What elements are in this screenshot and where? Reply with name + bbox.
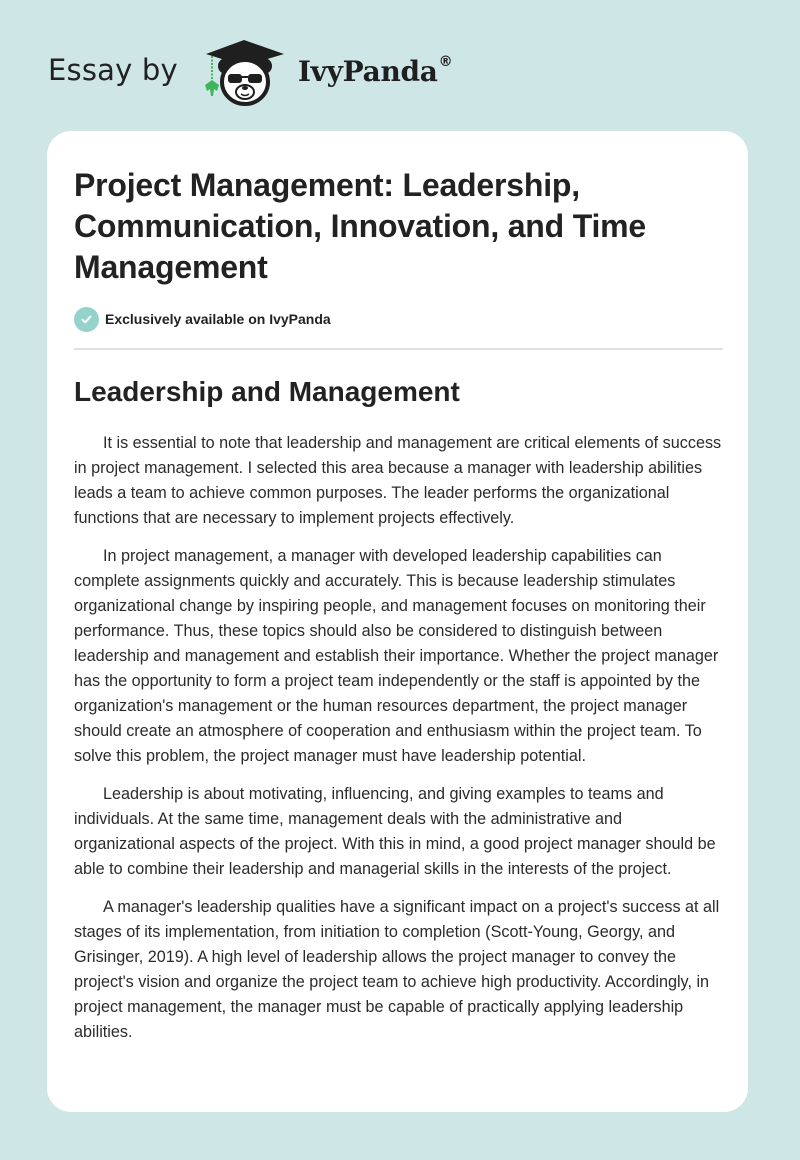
exclusive-badge [74,306,722,332]
paragraph: In project management, a manager with developed leadership capabilities can complete assignments quickly and accurately. This is because leadership stimulates organizational change by inspiring people, and management focuses on monitoring their performance. Thus, these topics should also be considered to distinguish between leadership and management and establish their importance. Whether the project manager has the opportunity to form a project team independently or the staff is appointed by the organization's management or the human resources department, the project manager should create an atmosphere of cooperation and enthusiasm within the project team. To solve this problem, the project manager must have leadership potential. [74,547,719,765]
brand-header [48,36,452,108]
brand-prefix: Essay by [48,53,178,87]
section-heading: Leadership and Management [74,376,460,407]
brand-name[interactable]: IvyPanda® [297,54,453,88]
registered-mark: ® [438,54,453,71]
paragraph: Leadership is about motivating, influencing, and giving examples to teams and individuals. At the same time, management deals with the administrative and organizational aspects of the project. With this in mind, a good project manager should be able to combine their leadership and managerial skills in the interests of the project. [74,785,716,878]
paragraph: It is essential to note that leadership and management are critical elements of success in project management. I selected this area because a manager with leadership abilities leads a team to achieve common purposes. The leader performs the organizational functions that are necessary to implement projects effectively. [74,434,722,527]
essay-card [47,131,748,1112]
exclusive-badge-text: Exclusively available on IvyPanda [105,311,331,327]
divider [74,348,723,350]
check-circle-icon [74,307,99,332]
panda-graduation-cap-icon[interactable] [198,36,290,108]
essay-title: Project Management: Leadership, Communication, Innovation, and Time Management [74,167,647,285]
section-leadership-and-management [74,375,722,1045]
paragraph: A manager's leadership qualities have a significant impact on a project's success at all stages of its implementation, from initiation to completion (Scott-Young, Georgy, and Grisinger, 2019). A high level of leadership allows the project manager to convey the project's vision and organize the project team to achieve high productivity. Accordingly, in project management, the manager must be capable of practically applying leadership abilities. [74,898,720,1041]
